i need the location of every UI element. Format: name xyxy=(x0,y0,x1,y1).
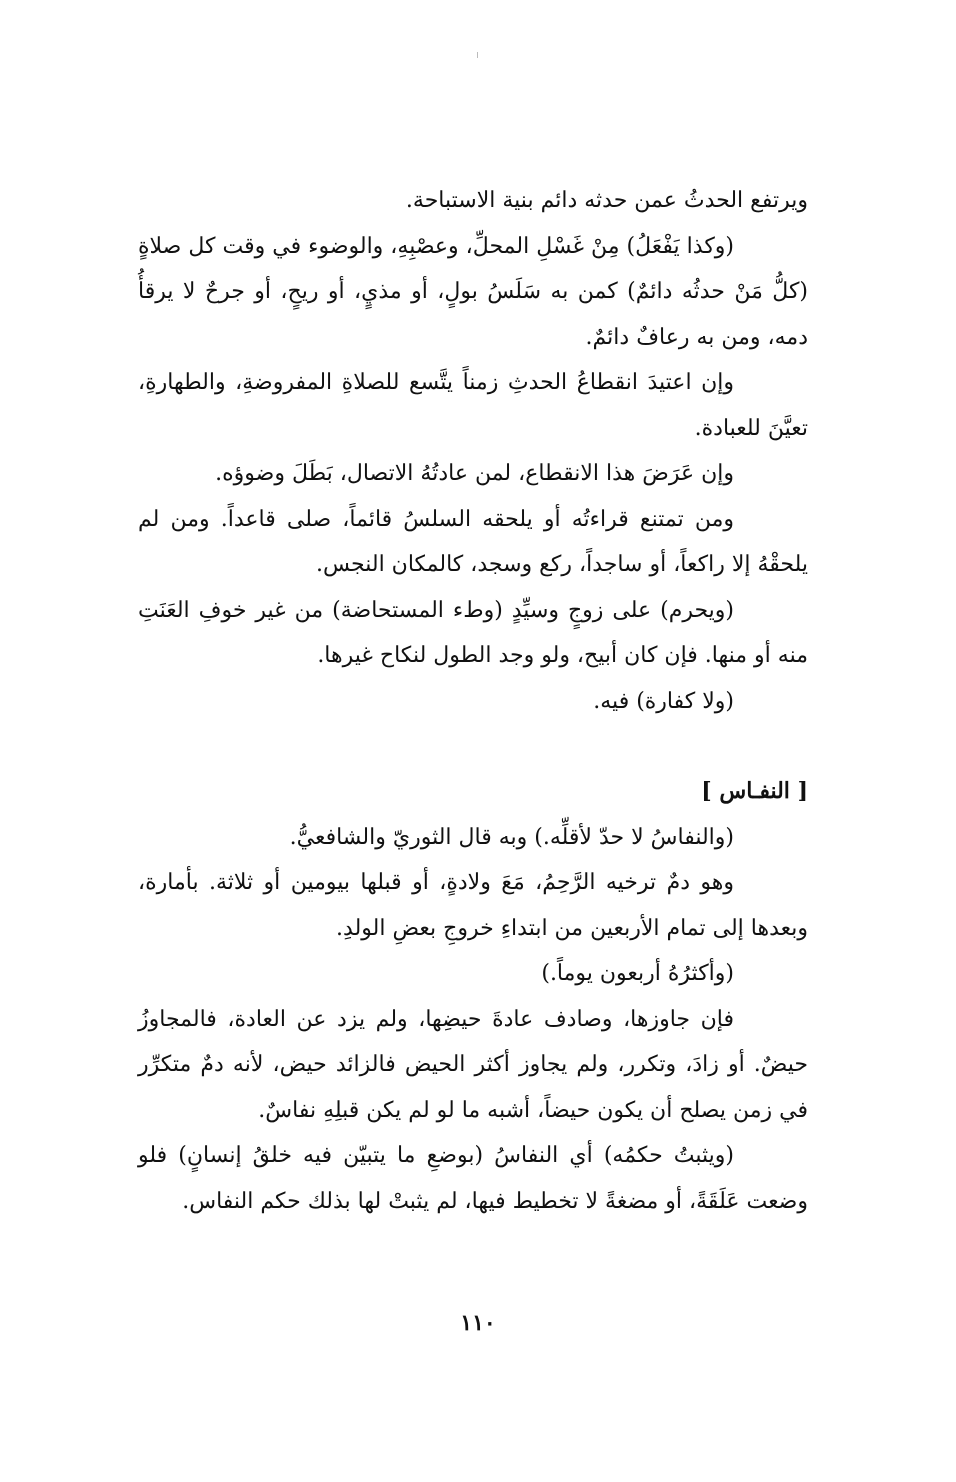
paragraph: وإن اعتيدَ انقطاعُ الحدثِ زمناً يتَّسع للصلاةِ المفروضةِ، والطهارةِ، تعيَّنَ للعبادة. xyxy=(138,370,808,441)
paragraph: ويرتفع الحدثُ عمن حدثه دائم بنية الاستباحة. xyxy=(405,188,808,213)
paragraph: فإن جاوزها، وصادف عادةَ حيضِها، ولم يزد عن العادة، فالمجاوزُ حيضٌ. أو زادَ، وتكرر، ولم يجاوز أكثر الحيض فالزائد حيض، لأنه دمٌ متكرِّر في زمن يصلح أن يكون حيضاً، أشبه ما لو لم يكن قبلِهِ نفاسٌ. xyxy=(138,1006,808,1123)
paragraph: (والنفاسُ لا حدّ لأقلِّه.) وبه قال الثوريّ والشافعيُّ. xyxy=(289,824,734,850)
paragraph: (وأكثرُهُ أربعون يوماً.) xyxy=(541,961,734,986)
paragraph: ومن تمتنع قراءتُه أو يلحقه السلسُ قائماً، صلى قاعداً. ومن لم يلحقْهُ إلا راكعاً، أو ساجداً، ركع وسجد، كالمكان النجس. xyxy=(138,506,808,577)
body-text xyxy=(138,178,808,1224)
paragraph: وهو دمٌ ترخيه الرَّحِمُ، مَعَ ولادةٍ، أو قبلها بيومين أو ثلاثة. بأمارة، وبعدها إلى تمام الأربعين من ابتداءِ خروجِ بعضِ الولدِ. xyxy=(138,870,808,941)
section-heading: [ النفـاس ] xyxy=(701,778,808,804)
paragraph: (وكذا يَفْعَلُ) مِنْ غَسْلِ المحلِّ، وعصْبِهِ، والوضوء في وقت كل صلاةٍ (كلُّ مَنْ حدثُه دائمٌ) كمن به سَلَسُ بولٍ، أو مذيٍ، أو ريحٍ، أو جرحٌ لا يرقأُ دمه، ومن به رعافٌ دائمٌ. xyxy=(138,233,808,350)
scan-mark xyxy=(477,52,478,58)
paragraph: (ويحرم) على زوجٍ وسيِّدٍ (وطء المستحاضة) من غير خوفِ العَنَتِ منه أو منها. فإن كان أبيح، ولو وجد الطول لنكاح غيرها. xyxy=(138,597,808,668)
section-gap xyxy=(138,724,808,769)
page-number: ١١٠ xyxy=(460,1310,496,1336)
paragraph: وإن عَرَضَ هذا الانقطاع، لمن عادتُهُ الاتصال، بَطَلَ وضوؤه. xyxy=(215,461,734,486)
paragraph: (ولا كفارة) فيه. xyxy=(593,688,734,714)
paragraph: (ويثبتُ حكمُه) أي النفاسُ (بوضعِ ما يتبيّن فيه خلقُ إنسانٍ) فلو وضعت عَلَقَةً، أو مضغةً لا تخطيط فيها، لم يثبتْ لها بذلك حكم النفاس. xyxy=(138,1143,808,1214)
